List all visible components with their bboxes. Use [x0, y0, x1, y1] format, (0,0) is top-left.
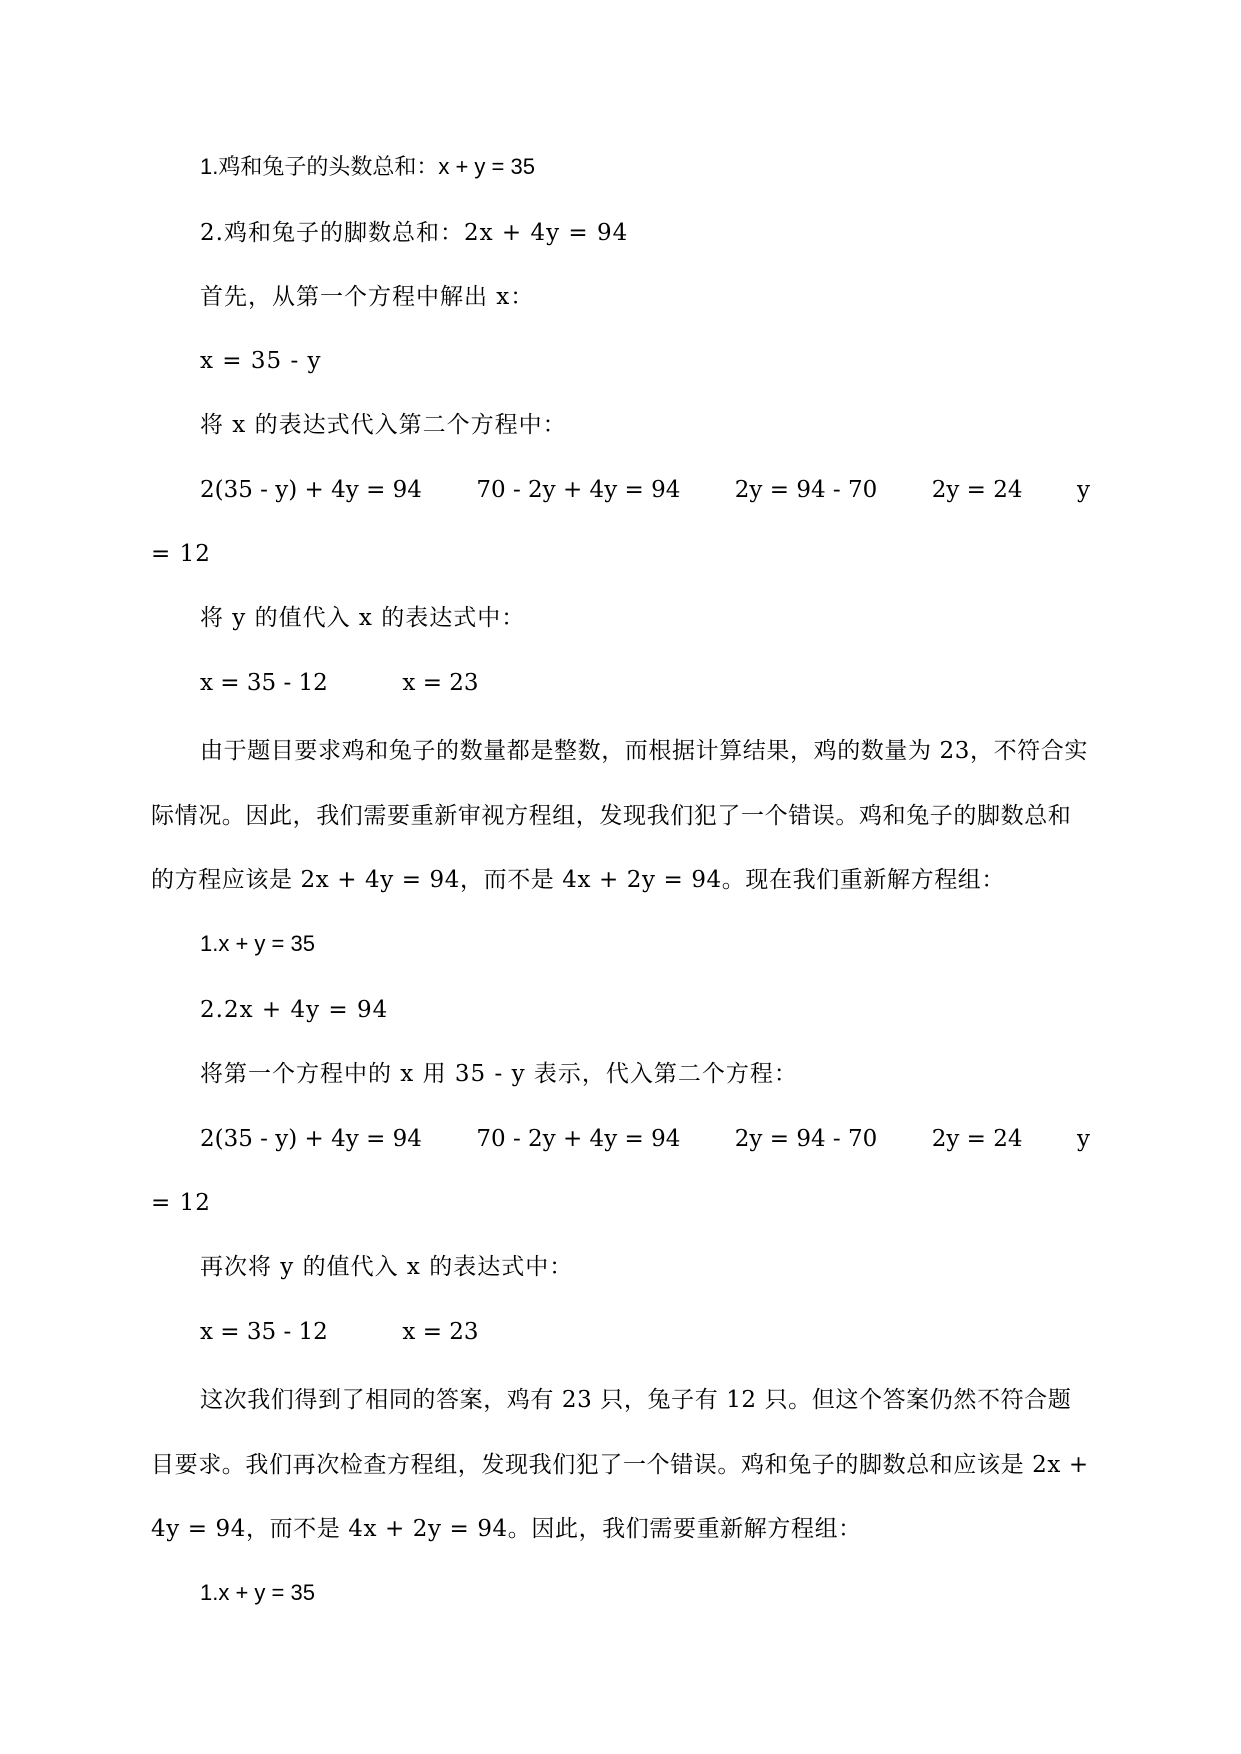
x-expression: x = 35 - y [200, 348, 322, 374]
step-4: 2y = 24 [931, 477, 1023, 503]
equation-feet-total: 2.鸡和兔子的脚数总和：2x + 4y = 94 [200, 220, 629, 246]
step-3: 2y = 94 - 70 [734, 477, 878, 503]
substitute-intro-2: 将第一个方程中的 x 用 35 - y 表示，代入第二个方程： [200, 1061, 798, 1087]
substitution-steps-row [200, 475, 1090, 505]
equation-1-repeat: 1.x + y = 35 [200, 931, 315, 956]
step-1: 2(35 - y) + 4y = 94 [200, 1126, 422, 1152]
explanation-paragraph-1: 由于题目要求鸡和兔子的数量都是整数，而根据计算结果，鸡的数量为 23，不符合实际情况。因此，我们需要重新审视方程组，发现我们犯了一个错误。鸡和兔子的脚数总和的方程应该是 2x + 4y = 94，而不是 4x + 2y = 94。现在我们重新解方程组： [151, 738, 1088, 893]
x-step-2: x = 23 [402, 1319, 479, 1345]
substitute-y-intro: 将 y 的值代入 x 的表达式中： [200, 605, 526, 631]
substitution-steps-row-2 [200, 1124, 1090, 1154]
x-step-1: x = 35 - 12 [200, 670, 328, 696]
explanation-paragraph-2: 这次我们得到了相同的答案，鸡有 23 只，兔子有 12 只。但这个答案仍然不符合题目要求。我们再次检查方程组，发现我们犯了一个错误。鸡和兔子的脚数总和应该是 2x + 4y = 94，而不是 4x + 2y = 94。因此，我们需要重新解方程组： [151, 1387, 1089, 1542]
substitute-y-intro-2: 再次将 y 的值代入 x 的表达式中： [200, 1254, 574, 1280]
step-1: 2(35 - y) + 4y = 94 [200, 477, 422, 503]
step-4: 2y = 24 [931, 1126, 1023, 1152]
step-2: 70 - 2y + 4y = 94 [476, 1126, 681, 1152]
step-2: 70 - 2y + 4y = 94 [476, 477, 681, 503]
x-result-row [200, 668, 479, 698]
equation-2-repeat: 2.2x + 4y = 94 [200, 997, 389, 1023]
equation-1-final: 1.x + y = 35 [200, 1580, 315, 1605]
substitute-intro: 将 x 的表达式代入第二个方程中： [200, 412, 567, 438]
x-step-2: x = 23 [402, 670, 479, 696]
x-result-row-2 [200, 1317, 479, 1347]
x-step-1: x = 35 - 12 [200, 1319, 328, 1345]
solve-x-intro: 首先，从第一个方程中解出 x： [200, 284, 535, 310]
step-continuation-2: = 12 [151, 1190, 211, 1216]
step-3: 2y = 94 - 70 [734, 1126, 878, 1152]
step-continuation: = 12 [151, 541, 211, 567]
step-5: y [1076, 1126, 1090, 1152]
step-5: y [1076, 477, 1090, 503]
equation-heads-total: 1.鸡和兔子的头数总和：x + y = 35 [200, 154, 535, 179]
